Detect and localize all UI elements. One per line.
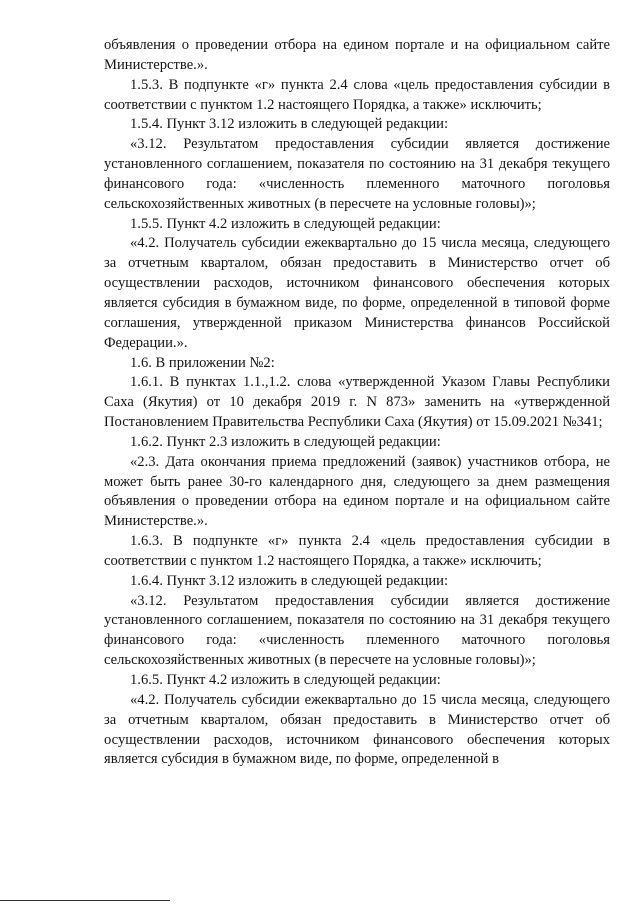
paragraph-1-5-5: 1.5.5. Пункт 4.2 изложить в следующей редакции: <box>130 215 441 232</box>
footer-divider <box>0 900 170 901</box>
paragraph-1-6: 1.6. В приложении №2: <box>130 354 275 371</box>
paragraph-1-6-5: 1.6.5. Пункт 4.2 изложить в следующей редакции: <box>130 672 441 688</box>
paragraph-1-6-3: 1.6.3. В подпункте «г» пункта 2.4 «цель предоставления субсидии в соответствии с пунктом 1.2 настоящего Порядка, а также» исключить; <box>104 533 610 569</box>
paragraph-quote-2-3: «2.3. Дата окончания приема предложений (заявок) участников отбора, не может быть ранее 30-го календарного дня, следующего за днем размещения объявления о проведении отбора на едином портале и на официальном сайте Министерстве.». <box>104 453 610 530</box>
paragraph-1-6-2: 1.6.2. Пункт 2.3 изложить в следующей редакции: <box>130 433 441 450</box>
paragraph-1-6-4: 1.6.4. Пункт 3.12 изложить в следующей редакции: <box>130 572 449 589</box>
paragraph-quote-4-2-a: «4.2. Получатель субсидии ежеквартально до 15 числа месяца, следующего за отчетным кварталом, обязан предоставить в Министерство отчет об осуществлении расходов, источником финансового обеспечения которых является субсидия в бумажном виде, по форме, определенной в типовой форме соглашения, утвержденной приказом Министерства финансов Российской Федерации.». <box>104 235 610 351</box>
paragraph-continuation: объявления о проведении отбора на едином портале и на официальном сайте Министерстве.». <box>104 37 610 73</box>
paragraph-1-5-3: 1.5.3. В подпункте «г» пункта 2.4 слова «цель предоставления субсидии в соответствии с пунктом 1.2 настоящего Порядка, а также» исключить; <box>104 76 610 113</box>
document-page <box>104 36 610 770</box>
paragraph-1-5-4: 1.5.4. Пункт 3.12 изложить в следующей редакции: <box>130 116 449 133</box>
paragraph-quote-4-2-b: «4.2. Получатель субсидии ежеквартально до 15 числа месяца, следующего за отчетным кварталом, обязан предоставить в Министерство отчет об осуществлении расходов, источником финансового обеспечения которых является субсидия в бумажном виде, по форме, определенной в <box>104 691 610 768</box>
paragraph-quote-3-12-a: «3.12. Результатом предоставления субсидии является достижение установленного соглашением, показателя по состоянию на 31 декабря текущего финансового года: «численность племенного маточного поголовья сельскохозяйственных животных (в пересчете на условные головы)»; <box>104 136 610 212</box>
paragraph-quote-3-12-b: «3.12. Результатом предоставления субсидии является достижение установленного соглашением, показателя по состоянию на 31 декабря текущего финансового года: «численность племенного маточного поголовья сельскохозяйственных животных (в пересчете на условные головы)»; <box>104 592 610 669</box>
paragraph-1-6-1: 1.6.1. В пунктах 1.1.,1.2. слова «утвержденной Указом Главы Республики Саха (Якутия) от 10 декабря 2019 г. N 873» заменить на «утвержденной Постановлением Правительства Республики Саха (Якутия) от 15.09.2021 №341; <box>104 374 610 431</box>
